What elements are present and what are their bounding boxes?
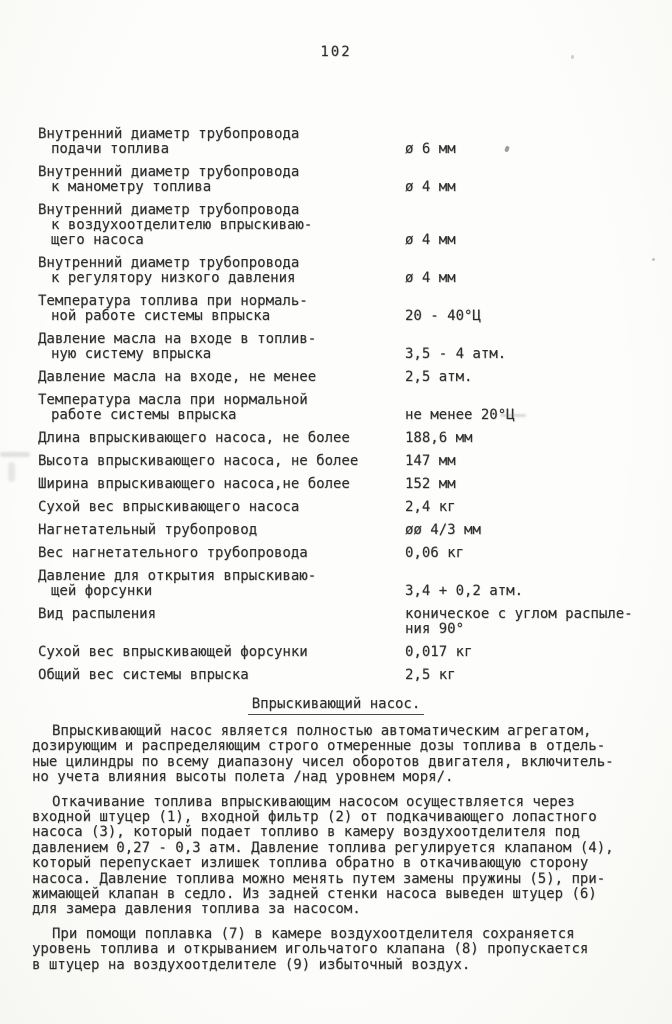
- spec-row: [38, 165, 648, 195]
- spec-value-line: 2,5 кг: [405, 667, 456, 683]
- spec-label-line: к манометру топлива: [51, 179, 212, 195]
- spec-row: [38, 332, 648, 362]
- spec-row: [38, 500, 648, 515]
- spec-label: [38, 431, 405, 446]
- scan-speck: [652, 258, 655, 261]
- paragraph-line: насоса (3), который подает топливо в камеру воздухоотделителя под: [32, 824, 580, 841]
- spec-label-line: Внутренний диаметр трубопровода: [38, 126, 300, 142]
- spec-row: [38, 523, 648, 538]
- spec-label-line: Сухой вес впрыскивающей форсунки: [38, 644, 308, 660]
- spec-row: [38, 645, 648, 660]
- spec-row: [38, 256, 648, 286]
- spec-label: [38, 668, 405, 683]
- spec-value-line: ø 4 мм: [405, 232, 456, 248]
- spec-label-line: Длина впрыскивающего насоса, не более: [38, 430, 350, 446]
- spec-row: [38, 370, 648, 385]
- section-heading: Впрыскивающий насос.: [248, 696, 425, 715]
- spec-label: [38, 127, 405, 157]
- paragraph-line: входной штуцер (1), входной фильтр (2) от подкачивающего лопастного: [32, 809, 597, 826]
- section-heading-wrap: [0, 696, 672, 715]
- spec-label: [38, 546, 405, 561]
- spec-label: [38, 370, 405, 385]
- spec-value-line: не менее 20°Ц: [405, 407, 515, 423]
- spec-label-line: Вид распыления: [38, 606, 157, 622]
- spec-row: [38, 454, 648, 469]
- spec-value-line: 20 - 40°Ц: [405, 308, 481, 324]
- spec-row: [38, 294, 648, 324]
- spec-value: [405, 454, 456, 469]
- spec-row: [38, 127, 648, 157]
- spec-label-line: Высота впрыскивающего насоса, не более: [38, 453, 359, 469]
- spec-row: [38, 393, 648, 423]
- spec-value-line: øø 4/3 мм: [405, 522, 481, 538]
- spec-value-line: 152 мм: [405, 476, 456, 492]
- spec-value: [405, 523, 481, 538]
- spec-label-line: Ширина впрыскивающего насоса,не более: [38, 476, 350, 492]
- spec-label-line: ную систему впрыска: [51, 346, 212, 362]
- paragraph-line: в штуцер на воздухоотделителе (9) избыточный воздух.: [32, 956, 471, 973]
- spec-value-line: ø 4 мм: [405, 270, 456, 286]
- spec-row: [38, 607, 648, 637]
- spec-label: [38, 569, 405, 599]
- paragraph-line: Откачивание топлива впрыскивающим насосом осуществляется через: [52, 793, 575, 810]
- spec-label-line: щей форсунки: [51, 583, 153, 599]
- spec-row: [38, 431, 648, 446]
- spec-label: [38, 393, 405, 423]
- paragraph-line: Впрыскивающий насос является полностью автоматическим агрегатом,: [52, 723, 592, 739]
- spec-value-line: 3,4 + 0,2 атм.: [405, 583, 524, 599]
- paragraph-line: но учета влияния высоты полета /над уровнем моря/.: [32, 769, 454, 786]
- spec-label: [38, 332, 405, 362]
- spec-value-line: 2,4 кг: [405, 499, 456, 515]
- spec-value-line: 3,5 - 4 атм.: [405, 346, 507, 362]
- spec-row: [38, 569, 648, 599]
- spec-label-line: Сухой вес впрыскивающего насоса: [38, 499, 300, 515]
- spec-label-line: подачи топлива: [51, 141, 170, 157]
- spec-value-line: 2,5 атм.: [405, 369, 473, 385]
- spec-row: [38, 203, 648, 248]
- spec-value: [405, 142, 456, 157]
- spec-value: [405, 431, 472, 446]
- scan-smudge: [0, 452, 30, 457]
- spec-label-line: Температура масла при нормальной: [38, 392, 308, 408]
- paragraph-line: уровень топлива и открыванием игольчатого клапана (8) пропускается: [32, 941, 589, 958]
- paragraph: [32, 724, 648, 786]
- spec-label-line: Давление для открытия впрыскиваю-: [38, 568, 317, 584]
- spec-label-line: Внутренний диаметр трубопровода: [38, 202, 300, 218]
- page-number: 102: [320, 44, 352, 60]
- scan-smudge: [8, 462, 15, 482]
- paragraph-line: давлением 0,27 - 0,3 атм. Давление топлива регулируется клапаном (4),: [32, 839, 614, 856]
- spec-value-line: ния 90°: [405, 621, 465, 637]
- spec-label: [38, 454, 405, 469]
- spec-label: [38, 165, 405, 195]
- paragraph-line: жимающей клапан в седло. Из задней стенки насоса выведен штуцер (6): [32, 886, 597, 903]
- spec-value: [405, 668, 456, 683]
- spec-value-line: коническое с углом распыле-: [405, 606, 633, 622]
- spec-label: [38, 294, 405, 324]
- spec-value-line: 147 мм: [405, 453, 456, 469]
- spec-label-line: к регулятору низкого давления: [51, 270, 296, 286]
- paragraph-line: дозирующим и распределяющим строго отмеренные дозы топлива в отдель-: [32, 738, 606, 755]
- paragraph: [32, 795, 648, 918]
- spec-label-line: ной работе системы впрыска: [51, 308, 271, 324]
- spec-value: [405, 645, 472, 660]
- paragraph-line: для замера давления топлива за насосом.: [32, 901, 361, 918]
- spec-label: [38, 523, 405, 538]
- spec-label-line: Нагнетательный трубопровод: [38, 522, 258, 538]
- spec-value: [405, 309, 481, 324]
- paragraph: [32, 927, 648, 973]
- spec-value-line: ø 4 мм: [405, 179, 456, 195]
- spec-value: [405, 500, 456, 515]
- spec-row: [38, 668, 648, 683]
- spec-label: [38, 256, 405, 286]
- spec-value-line: 0,06 кг: [405, 545, 465, 561]
- spec-value-line: ø 6 мм: [405, 141, 456, 157]
- spec-value-line: 0,017 кг: [405, 644, 473, 660]
- spec-value: [405, 584, 523, 599]
- spec-label-line: к воздухоотделителю впрыскиваю-: [51, 217, 313, 233]
- spec-label: [38, 645, 405, 660]
- spec-value: [405, 180, 456, 195]
- spec-value: [405, 271, 456, 286]
- spec-label-line: работе системы впрыска: [51, 407, 237, 423]
- spec-row: [38, 546, 648, 561]
- spec-row: [38, 477, 648, 492]
- spec-value-line: 188,6 мм: [405, 430, 473, 446]
- paragraph-line: насоса. Давление топлива можно менять путем замены пружины (5), при-: [32, 870, 606, 887]
- spec-value: [405, 477, 456, 492]
- spec-label-line: Вес нагнетательного трубопровода: [38, 545, 308, 561]
- spec-label-line: Внутренний диаметр трубопровода: [38, 255, 300, 271]
- spec-label-line: Давление масла на входе, не менее: [38, 369, 317, 385]
- spec-value: [405, 607, 633, 637]
- article-body: [32, 724, 648, 982]
- spec-label-line: Давление масла на входе в топлив-: [38, 331, 317, 347]
- spec-label: [38, 500, 405, 515]
- paragraph-line: который перепускает излишек топлива обратно в откачивающую сторону: [32, 855, 589, 872]
- spec-label-line: Общий вес системы впрыска: [38, 667, 249, 683]
- spec-value: [405, 233, 456, 248]
- spec-table: [38, 127, 648, 691]
- spec-label: [38, 477, 405, 492]
- spec-value: [405, 347, 506, 362]
- spec-value: [405, 546, 464, 561]
- paragraph-line: ные цилиндры по всему диапазону чисел оборотов двигателя, включитель-: [32, 753, 614, 770]
- spec-label: [38, 203, 405, 248]
- spec-value: [405, 370, 472, 385]
- spec-label-line: Температура топлива при нормаль-: [38, 293, 308, 309]
- paragraph-line: При помощи поплавка (7) в камере воздухоотделителя сохраняется: [52, 925, 575, 942]
- spec-value: [405, 408, 515, 423]
- spec-label: [38, 607, 405, 622]
- spec-label-line: щего насоса: [51, 232, 144, 248]
- spec-label-line: Внутренний диаметр трубопровода: [38, 164, 300, 180]
